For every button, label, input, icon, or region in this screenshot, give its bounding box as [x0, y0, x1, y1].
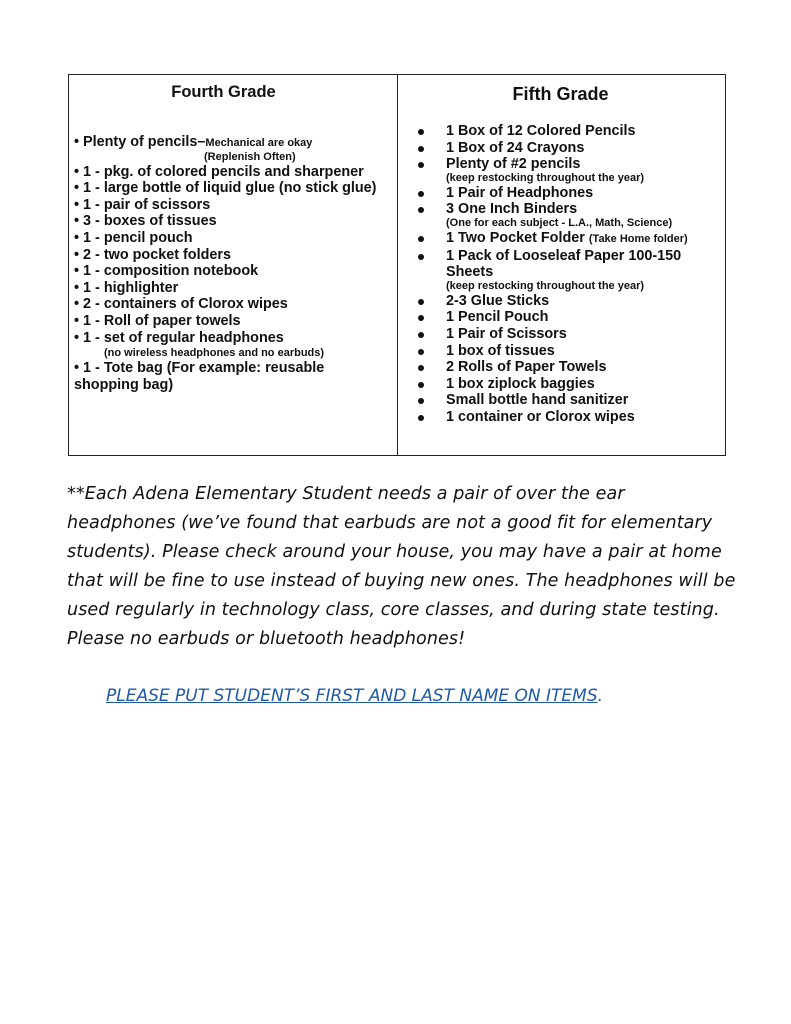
list-item: Plenty of #2 pencils (keep restocking throughout the year) [424, 156, 717, 185]
list-item: 1 Pair of Scissors [424, 326, 717, 343]
list-item: 1 Pack of Looseleaf Paper 100-150 Sheets (keep restocking throughout the year) [424, 248, 717, 293]
list-item: 1 Two Pocket Folder (Take Home folder) [424, 230, 717, 248]
list-item: 1 box ziplock baggies [424, 376, 717, 393]
list-item: • 1 - pkg. of colored pencils and sharpener [74, 163, 364, 180]
item-subnote: (no wireless headphones and no earbuds) [104, 347, 325, 360]
fourth-grade-list [74, 134, 391, 393]
fourth-grade-column [69, 75, 398, 455]
bullet-icon [418, 315, 424, 321]
list-item: • 1 - pair of scissors [74, 196, 211, 213]
list-item: • 1 - large bottle of liquid glue (no stick glue) [74, 180, 377, 197]
list-item: • Plenty of pencils–Mechanical are okay (Replenish Often) [74, 134, 391, 164]
list-item: 1 Pencil Pouch [424, 309, 717, 326]
bullet-icon [418, 191, 424, 197]
list-item: • 2 - containers of Clorox wipes [74, 296, 288, 313]
headphones-note [67, 480, 737, 654]
item-subnote: (Replenish Often) [204, 150, 296, 163]
bullet-icon [418, 299, 424, 305]
list-item: 1 container or Clorox wipes [424, 409, 717, 426]
list-item: • 1 - Tote bag (For example: reusable shopping bag) [74, 360, 325, 393]
name-reminder-text: PLEASE PUT STUDENT’S FIRST AND LAST NAME ON ITEMS [106, 686, 598, 706]
list-item: • 1 - pencil pouch [74, 229, 193, 246]
bullet-icon [418, 254, 424, 260]
item-note: Mechanical are okay [205, 137, 313, 149]
fifth-grade-list [424, 123, 717, 426]
bullet-icon [418, 349, 424, 355]
name-reminder-period: . [597, 686, 604, 706]
list-item: • 1 - highlighter [74, 279, 179, 296]
bullet-icon [418, 398, 424, 404]
item-subnote: (keep restocking throughout the year) [446, 279, 645, 292]
list-item: Small bottle hand sanitizer [424, 392, 717, 409]
bullet-icon [418, 162, 424, 168]
item-subnote: (keep restocking throughout the year) [446, 171, 645, 184]
bullet-icon [418, 382, 424, 388]
list-item: • 1 - set of regular headphones (no wireless headphones and no earbuds) [74, 330, 391, 361]
list-item: 1 box of tissues [424, 343, 717, 360]
supply-list-table [68, 74, 726, 456]
list-item: 2 Rolls of Paper Towels [424, 359, 717, 376]
list-item: • 1 - composition notebook [74, 263, 259, 280]
bullet-icon [418, 146, 424, 152]
bullet-icon [418, 207, 424, 213]
list-item: 2-3 Glue Sticks [424, 293, 717, 310]
list-item: • 1 - Roll of paper towels [74, 312, 241, 329]
list-item: • 2 - two pocket folders [74, 246, 231, 263]
bullet-icon [418, 236, 424, 242]
name-reminder [106, 686, 706, 706]
item-text: Plenty of pencils– [83, 134, 206, 150]
bullet-icon [418, 129, 424, 135]
list-item: 1 Box of 24 Crayons [424, 140, 717, 157]
bullet-icon [418, 415, 424, 421]
item-note: (Take Home folder) [588, 232, 688, 245]
headphones-note-text: **Each Adena Elementary Student needs a pair of over the ear headphones (we’ve found that earbuds are not a good fit for elementary students). Please check around your house, you may have a pair at home that will be fine to use instead of buying new ones. The headphones will be used regularly in technology class, core classes, and during state testing. Please no earbuds or bluetooth headphones! [67, 484, 736, 649]
fifth-grade-title: Fifth Grade [512, 84, 609, 104]
fifth-grade-column [398, 75, 725, 455]
fourth-grade-title: Fourth Grade [171, 83, 276, 101]
list-item: 1 Box of 12 Colored Pencils [424, 123, 717, 140]
bullet-icon [418, 365, 424, 371]
list-item: 1 Pair of Headphones [424, 185, 717, 202]
list-item: • 3 - boxes of tissues [74, 213, 217, 230]
list-item: 3 One Inch Binders (One for each subject - L.A., Math, Science) [424, 201, 717, 230]
bullet-icon [418, 332, 424, 338]
item-subnote: (One for each subject - L.A., Math, Science) [446, 216, 673, 229]
